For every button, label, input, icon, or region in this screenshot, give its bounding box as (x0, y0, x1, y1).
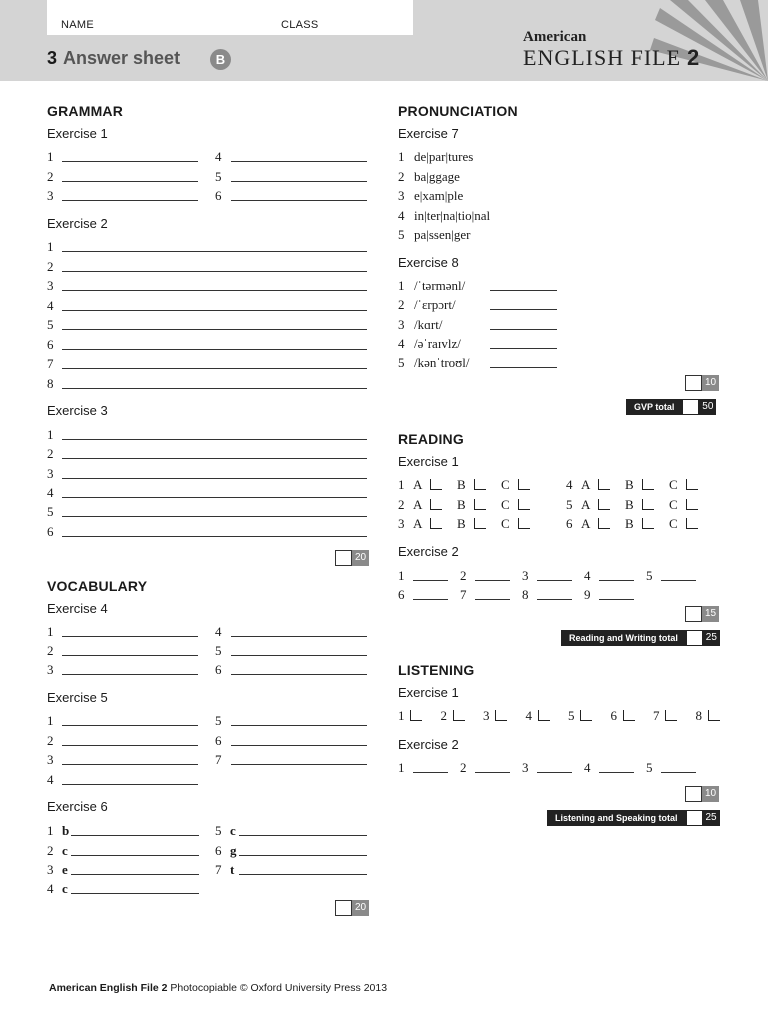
option-letter: C (501, 477, 510, 492)
item-number: 4 (525, 708, 532, 723)
answer-line[interactable] (413, 772, 448, 773)
score-entry[interactable] (685, 375, 702, 391)
option-letter: A (581, 516, 591, 531)
item-number: 4 (215, 149, 222, 164)
choice-box-a[interactable] (430, 518, 442, 529)
item-number: 1 (398, 149, 405, 164)
item-number: 6 (398, 587, 405, 602)
brand-main-text: ENGLISH FILE (523, 45, 682, 70)
item-number: 3 (47, 752, 54, 767)
gvp-total-max: 50 (702, 401, 714, 412)
item-number: 7 (215, 752, 222, 767)
answer-line[interactable] (661, 580, 696, 581)
item-number: 7 (215, 862, 222, 877)
choice-box-a[interactable] (598, 499, 610, 510)
choice-box-c[interactable] (686, 479, 698, 490)
answer-line[interactable] (475, 772, 510, 773)
listening-ex2-heading: Exercise 2 (398, 737, 459, 752)
option-letter: A (581, 477, 591, 492)
grammar-heading: GRAMMAR (47, 103, 124, 119)
listening-speaking-total-max: 25 (705, 812, 717, 823)
choice-box-b[interactable] (642, 479, 654, 490)
answer-line[interactable] (62, 329, 367, 330)
score-entry[interactable] (335, 550, 352, 566)
item-number: 4 (47, 881, 54, 896)
answer-line[interactable] (62, 478, 367, 479)
phonetic-word: /kɑrt/ (414, 316, 443, 332)
option-letter: C (669, 497, 678, 512)
item-number: 5 (215, 823, 222, 838)
pronunciation-score-box (685, 375, 719, 391)
listening-speaking-total-box (547, 810, 720, 826)
item-number: 5 (398, 355, 405, 371)
item-number: 3 (398, 516, 405, 531)
grammar-score-box (335, 550, 369, 566)
item-number: 1 (47, 713, 54, 728)
reading-writing-total-label: Reading and Writing total (569, 633, 678, 643)
score-entry[interactable] (685, 786, 702, 802)
item-number: 2 (460, 568, 467, 583)
answer-line[interactable] (231, 161, 367, 162)
item-number: 2 (440, 708, 447, 723)
answer-line[interactable] (231, 181, 367, 182)
item-number: 6 (215, 733, 222, 748)
item-number: 1 (47, 624, 54, 639)
answer-line[interactable] (62, 458, 367, 459)
item-number: 4 (47, 484, 54, 500)
answer-line[interactable] (62, 674, 198, 675)
answer-line[interactable] (490, 309, 557, 310)
reading-ex1-heading: Exercise 1 (398, 454, 459, 469)
answer-line[interactable] (231, 745, 367, 746)
item-number: 6 (215, 188, 222, 203)
item-number: 2 (47, 643, 54, 658)
item-number: 2 (47, 843, 54, 858)
item-number: 5 (47, 504, 54, 520)
listening-box[interactable] (708, 710, 720, 721)
item-number: 5 (215, 713, 222, 728)
syllable-word: ba|ggage (414, 168, 460, 184)
answer-line[interactable] (71, 835, 199, 836)
answer-line[interactable] (62, 725, 198, 726)
reading-max-score: 15 (702, 606, 719, 622)
vocab-ex6-heading: Exercise 6 (47, 799, 108, 814)
total-entry[interactable] (686, 810, 703, 826)
item-number: 1 (398, 477, 405, 492)
answer-line[interactable] (62, 784, 198, 785)
item-number: 3 (47, 662, 54, 677)
option-letter: C (501, 497, 510, 512)
item-number: 5 (568, 708, 575, 723)
total-entry[interactable] (682, 399, 699, 415)
item-number: 8 (522, 587, 529, 602)
prefix-letter: g (230, 843, 237, 858)
item-number: 3 (483, 708, 490, 723)
answer-line[interactable] (475, 599, 510, 600)
answer-line[interactable] (62, 251, 367, 252)
listening-box[interactable] (453, 710, 465, 721)
answer-line[interactable] (62, 310, 367, 311)
choice-box-a[interactable] (430, 479, 442, 490)
version-badge: B (210, 49, 231, 70)
item-number: 5 (215, 169, 222, 184)
item-number: 7 (460, 587, 467, 602)
footer-brand: American English File 2 (49, 982, 168, 994)
item-number: 4 (584, 760, 591, 775)
item-number: 5 (646, 568, 653, 583)
answer-line[interactable] (413, 580, 448, 581)
choice-box-b[interactable] (474, 518, 486, 529)
item-number: 4 (215, 624, 222, 639)
footer-copyright: Photocopiable © Oxford University Press 2013 (170, 982, 388, 994)
listening-box[interactable] (665, 710, 677, 721)
choice-box-c[interactable] (518, 499, 530, 510)
score-entry[interactable] (335, 900, 352, 916)
listening-box[interactable] (495, 710, 507, 721)
item-number: 3 (47, 465, 54, 481)
item-number: 6 (47, 336, 54, 352)
total-entry[interactable] (686, 630, 703, 646)
option-letter: B (457, 477, 466, 492)
grammar-max-score: 20 (352, 550, 369, 566)
choice-box-a[interactable] (598, 518, 610, 529)
item-number: 2 (47, 169, 54, 184)
item-number: 5 (646, 760, 653, 775)
phonetic-word: /ˈtərmənl/ (414, 278, 466, 293)
listening-max-score: 10 (702, 786, 719, 802)
item-number: 2 (460, 760, 467, 775)
item-number: 5 (215, 643, 222, 658)
vocabulary-score-box (335, 900, 369, 916)
item-number: 3 (522, 760, 529, 775)
answer-line[interactable] (413, 599, 448, 600)
item-number: 4 (47, 297, 54, 313)
answer-line[interactable] (62, 516, 367, 517)
phonetic-word: /kənˈtroʊl/ (414, 355, 470, 371)
choice-box-c[interactable] (518, 518, 530, 529)
item-number: 3 (47, 188, 54, 203)
item-number: 3 (398, 316, 405, 332)
item-number: 7 (47, 356, 54, 371)
reading-score-box (685, 606, 719, 622)
answer-line[interactable] (239, 874, 367, 875)
listening-box[interactable] (410, 710, 422, 721)
option-letter: C (669, 516, 678, 531)
listening-heading: LISTENING (398, 662, 475, 678)
item-number: 6 (215, 662, 222, 677)
syllable-word: pa|ssen|ger (414, 227, 471, 242)
pron-ex7-heading: Exercise 7 (398, 126, 459, 141)
brand-level: 2 (687, 45, 701, 70)
pron-ex8-heading: Exercise 8 (398, 255, 459, 270)
choice-box-c[interactable] (686, 499, 698, 510)
answer-line[interactable] (231, 725, 367, 726)
prefix-letter: c (62, 881, 68, 896)
answer-line[interactable] (62, 764, 198, 765)
answer-line[interactable] (62, 536, 367, 537)
listening-box[interactable] (623, 710, 635, 721)
name-class-box (47, 0, 413, 35)
option-letter: B (625, 497, 634, 512)
answer-line[interactable] (475, 580, 510, 581)
listening-score-box (685, 786, 719, 802)
item-number: 9 (584, 587, 591, 602)
class-label: CLASS (281, 19, 319, 31)
item-number: 1 (47, 149, 54, 164)
item-number: 3 (47, 862, 54, 877)
answer-line[interactable] (231, 636, 367, 637)
option-letter: A (413, 477, 423, 492)
answer-line[interactable] (599, 772, 634, 773)
option-letter: B (457, 497, 466, 512)
footer (49, 982, 387, 994)
answer-line[interactable] (599, 599, 634, 600)
item-number: 5 (566, 497, 573, 512)
choice-box-a[interactable] (598, 479, 610, 490)
answer-line[interactable] (62, 636, 198, 637)
prefix-letter: t (230, 862, 235, 877)
answer-line[interactable] (62, 388, 367, 389)
listening-speaking-total-label: Listening and Speaking total (555, 813, 678, 823)
option-letter: A (413, 497, 423, 512)
answer-line[interactable] (239, 855, 367, 856)
choice-box-a[interactable] (430, 499, 442, 510)
prefix-letter: b (62, 823, 70, 838)
answer-line[interactable] (537, 580, 572, 581)
item-number: 1 (398, 708, 405, 723)
answer-line[interactable] (490, 290, 557, 291)
item-number: 4 (566, 477, 573, 492)
answer-line[interactable] (71, 874, 199, 875)
item-number: 2 (398, 497, 405, 512)
item-number: 4 (584, 568, 591, 583)
choice-box-b[interactable] (642, 518, 654, 529)
item-number: 5 (47, 317, 54, 332)
prefix-letter: e (62, 862, 68, 877)
option-letter: B (457, 516, 466, 531)
item-number: 4 (398, 207, 405, 223)
answer-line[interactable] (490, 329, 557, 330)
answer-line[interactable] (490, 367, 557, 368)
item-number: 6 (47, 523, 54, 539)
answer-line[interactable] (62, 200, 198, 201)
answer-line[interactable] (661, 772, 696, 773)
name-label: NAME (61, 19, 94, 31)
answer-line[interactable] (62, 497, 367, 498)
syllable-word: e|xam|ple (414, 188, 464, 203)
phonetic-word: /əˈraɪvlz/ (414, 335, 461, 351)
vocab-ex5-heading: Exercise 5 (47, 690, 108, 705)
reading-writing-total-max: 25 (705, 632, 717, 643)
item-number: 1 (398, 568, 405, 583)
brand-logo (523, 45, 700, 71)
gvp-total-label: GVP total (634, 402, 675, 412)
answer-line[interactable] (231, 674, 367, 675)
item-number: 8 (47, 375, 54, 391)
listening-ex1-heading: Exercise 1 (398, 685, 459, 700)
phonetic-word: /ˈɛrpɔrt/ (414, 297, 456, 313)
item-number: 2 (47, 446, 54, 462)
option-letter: A (413, 516, 423, 531)
sheet-title-text: Answer sheet (63, 48, 181, 68)
prefix-letter: c (62, 843, 68, 858)
reading-heading: READING (398, 431, 464, 447)
item-number: 2 (47, 733, 54, 748)
item-number: 6 (566, 516, 573, 531)
answer-line[interactable] (537, 772, 572, 773)
item-number: 2 (398, 168, 405, 184)
item-number: 3 (522, 568, 529, 583)
answer-line[interactable] (231, 655, 367, 656)
answer-line[interactable] (62, 368, 367, 369)
answer-line[interactable] (490, 348, 557, 349)
listening-box[interactable] (580, 710, 592, 721)
item-number: 5 (398, 227, 405, 242)
answer-line[interactable] (62, 439, 367, 440)
answer-line[interactable] (231, 200, 367, 201)
choice-box-b[interactable] (474, 499, 486, 510)
reading-writing-total-box (561, 630, 720, 646)
item-number: 1 (47, 427, 54, 442)
option-letter: C (669, 477, 678, 492)
answer-line[interactable] (62, 655, 198, 656)
answer-line[interactable] (62, 271, 367, 272)
listening-box[interactable] (538, 710, 550, 721)
item-number: 1 (398, 760, 405, 775)
unit-number: 3 (47, 48, 58, 68)
answer-line[interactable] (71, 855, 199, 856)
prefix-letter: c (230, 823, 236, 838)
score-entry[interactable] (685, 606, 702, 622)
choice-box-c[interactable] (686, 518, 698, 529)
grammar-ex2-heading: Exercise 2 (47, 216, 108, 231)
item-number: 8 (695, 708, 702, 723)
item-number: 3 (47, 278, 54, 293)
brand-american: American (523, 29, 587, 45)
choice-box-b[interactable] (642, 499, 654, 510)
grammar-ex3-heading: Exercise 3 (47, 403, 108, 418)
choice-box-b[interactable] (474, 479, 486, 490)
answer-line[interactable] (537, 599, 572, 600)
option-letter: C (501, 516, 510, 531)
answer-line[interactable] (599, 580, 634, 581)
item-number: 1 (47, 239, 54, 254)
item-number: 6 (215, 843, 222, 858)
answer-line[interactable] (62, 181, 198, 182)
item-number: 6 (610, 708, 617, 723)
syllable-word: de|par|tures (414, 149, 474, 164)
reading-ex2-heading: Exercise 2 (398, 544, 459, 559)
item-number: 7 (653, 708, 660, 723)
answer-line[interactable] (71, 893, 199, 894)
answer-line[interactable] (62, 349, 367, 350)
item-number: 1 (398, 278, 405, 293)
grammar-ex1-heading: Exercise 1 (47, 126, 108, 141)
item-number: 1 (47, 823, 54, 838)
option-letter: B (625, 516, 634, 531)
answer-line[interactable] (239, 835, 367, 836)
sheet-title (47, 48, 180, 69)
pronunciation-heading: PRONUNCIATION (398, 103, 518, 119)
answer-line[interactable] (62, 161, 198, 162)
item-number: 4 (47, 772, 54, 787)
answer-line[interactable] (62, 290, 367, 291)
option-letter: A (581, 497, 591, 512)
choice-box-c[interactable] (518, 479, 530, 490)
vocab-ex4-heading: Exercise 4 (47, 601, 108, 616)
answer-line[interactable] (231, 764, 367, 765)
item-number: 4 (398, 335, 405, 351)
item-number: 2 (47, 258, 54, 274)
vocabulary-max-score: 20 (352, 900, 369, 916)
item-number: 3 (398, 188, 405, 203)
pronunciation-max-score: 10 (702, 375, 719, 391)
gvp-total-box (626, 399, 716, 415)
answer-line[interactable] (62, 745, 198, 746)
syllable-word: in|ter|na|tio|nal (414, 207, 491, 223)
item-number: 2 (398, 297, 405, 313)
vocabulary-heading: VOCABULARY (47, 578, 148, 594)
option-letter: B (625, 477, 634, 492)
